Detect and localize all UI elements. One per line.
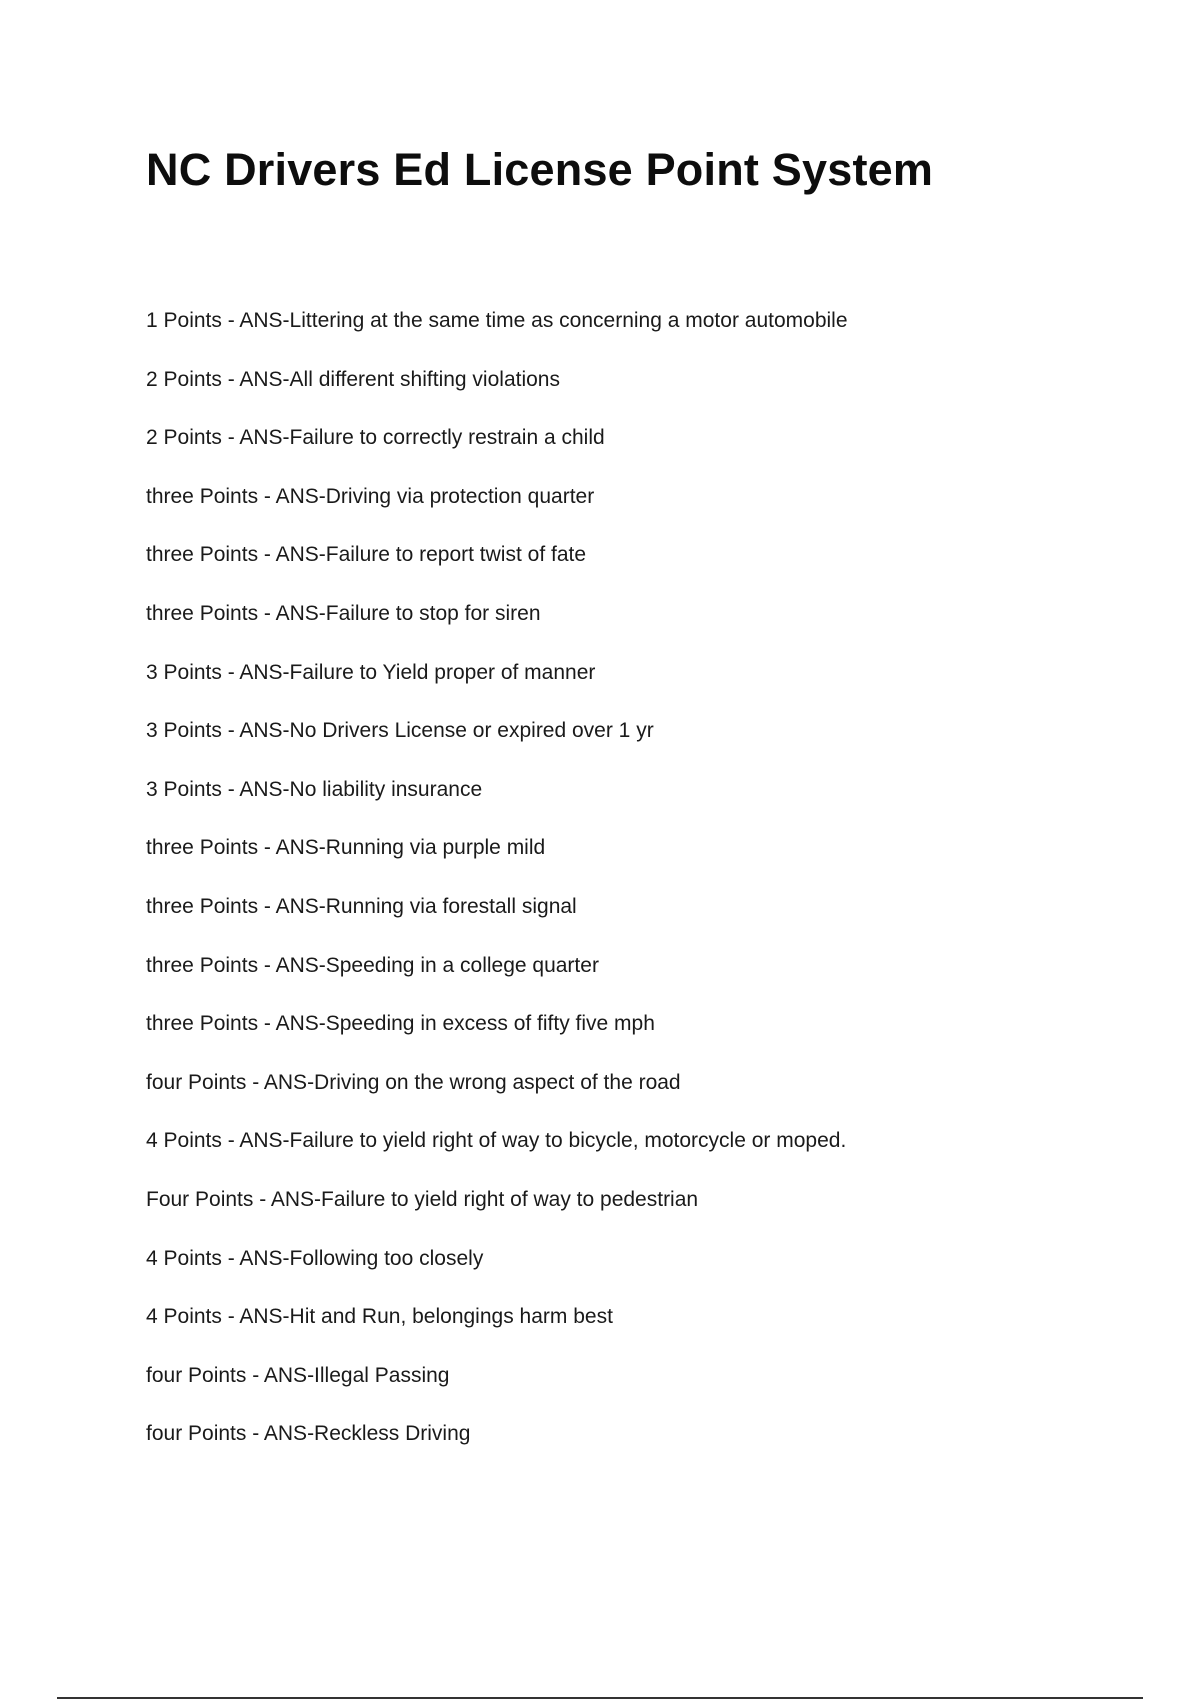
bottom-divider xyxy=(57,1697,1143,1699)
list-item: Four Points - ANS-Failure to yield right of way to pedestrian xyxy=(146,1187,699,1211)
list-item: 1 Points - ANS-Littering at the same time as concerning a motor automobile xyxy=(146,309,848,332)
point-list xyxy=(146,303,848,1475)
list-item: four Points - ANS-Illegal Passing xyxy=(146,1363,450,1387)
list-item: four Points - ANS-Driving on the wrong aspect of the road xyxy=(146,1070,681,1094)
list-item: 2 Points - ANS-Failure to correctly restrain a child xyxy=(146,426,605,450)
list-item: four Points - ANS-Reckless Driving xyxy=(146,1422,471,1446)
list-item: 3 Points - ANS-No liability insurance xyxy=(146,777,483,801)
list-item: 2 Points - ANS-All different shifting violations xyxy=(146,367,560,391)
list-item: three Points - ANS-Running via purple mild xyxy=(146,836,546,860)
list-item: 3 Points - ANS-No Drivers License or expired over 1 yr xyxy=(146,719,654,743)
list-item: 4 Points - ANS-Hit and Run, belongings harm best xyxy=(146,1305,613,1329)
list-item: three Points - ANS-Driving via protection quarter xyxy=(146,484,595,508)
list-item: three Points - ANS-Speeding in a college quarter xyxy=(146,953,599,977)
list-item: three Points - ANS-Running via forestall signal xyxy=(146,894,577,918)
list-item: three Points - ANS-Speeding in excess of fifty five mph xyxy=(146,1012,655,1036)
list-item: 4 Points - ANS-Failure to yield right of way to bicycle, motorcycle or moped. xyxy=(146,1129,847,1153)
list-item: three Points - ANS-Failure to stop for siren xyxy=(146,601,541,625)
list-item: 4 Points - ANS-Following too closely xyxy=(146,1246,484,1270)
list-item: 3 Points - ANS-Failure to Yield proper of manner xyxy=(146,660,596,684)
page-title: NC Drivers Ed License Point System xyxy=(146,144,934,195)
list-item: three Points - ANS-Failure to report twist of fate xyxy=(146,543,587,567)
